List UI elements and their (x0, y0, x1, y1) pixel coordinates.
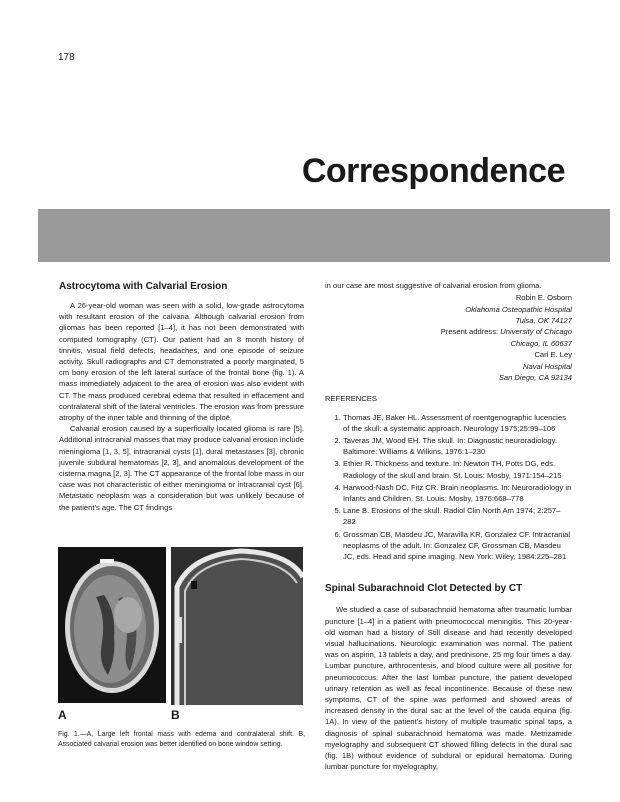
page-number: 178 (58, 52, 75, 63)
reference-item: 2. Taveras JM, Wood EH. The skull. In: Diagnostic neuroradiology. Baltimore: Williams & Wilkins, 1976:1–230 (343, 435, 572, 457)
signature-prefix: Present address: (440, 327, 501, 337)
signature-line: Oklahoma Osteopathic Hospital (465, 304, 572, 314)
signature-line: Carl E. Ley (534, 350, 572, 360)
reference-item: 3. Ethier R. Thickness and texture. In: Newton TH, Potts DG, eds. Radiology of the skull and brain. St. Louis: Mosby, 1971:154–215 (343, 458, 572, 480)
signature-line: Tulsa, OK 74127 (515, 316, 572, 326)
signature-affiliation: University of Chicago (500, 327, 572, 337)
reference-item: 5. Lane B. Erosions of the skull. Radiol Clin North Am 1974; 2:257–282 (343, 505, 572, 527)
section-title: Correspondence (301, 152, 565, 190)
ct-image-b (171, 547, 303, 705)
right-column (325, 280, 572, 772)
article1-heading: Astrocytoma with Calvarial Erosion (59, 281, 228, 292)
signature-line: Naval Hospital (523, 361, 572, 371)
signature-line: Robin E. Osborn (515, 293, 572, 303)
article1-para2: Calvarial erosion caused by a superficially located glioma is rare [5]. Additional intracranial masses that may produce calvarial erosion include meningioma [1, 3, 5], intracranial cysts [1], dural metastases [3], chronic juvenile subdural hematomas [2, 3], and anomalous development of the cisterna magna [2, 3]. The CT appearance of the frontal lobe mass in our case was not characteristic of either meningioma or intracranial cyst [6]. Metastatic neoplasm was a consideration but was unlikely because of the patient’s age. The CT findings (59, 424, 304, 512)
article2-para1: We studied a case of subarachnoid hematoma after traumatic lumbar puncture [1–4] in a patient with pneumococcal meningitis. This 20-year-old woman had a history of Still disease and had recently developed visual hallucinations. Neurologic examination was normal. The patient was on aspirin, 13 tablets a day, and prednisone, 25 mg four times a day. Lumbar puncture, arthrocentesis, and blood culture were all positive for pneumococcus. After the last lumbar puncture, the patient developed urinary retention as well as fecal incontinence. Because of these new symptoms, CT of the spine was performed and showed areas of increased density in the dural sac at the level of the cauda equina (fig. 1A). In view of the patient’s history of multiple traumatic spinal taps, a diagnosis of spinal subarachnoid hematoma was made. Metrizamide myelography and subsequent CT showed filling defects in the dural sac (fig. 1B) without evidence of subdural or epidural hematoma. During lumbar puncture for myelography, (325, 605, 572, 772)
figure-label-b: B (171, 708, 180, 722)
signature-line: San Diego, CA 92134 (498, 373, 572, 383)
ct-image-a (58, 547, 166, 703)
header-band (38, 209, 610, 262)
article1-para1: A 26-year-old woman was seen with a solid, low-grade astrocytoma with resultant erosion of the calvaria. Although calvarial erosion from gliomas has been reported [1–4], it has not been demonstrated with computed tomography (CT). Our patient had an 8 month history of tinnitis, visual field defects, headaches, and one episode of seizure activity. Skull radiographs and CT demonstrated a poorly marginated, 5 cm bony erosion of the left lateral surface of the frontal bone (fig. 1). A mass immediately adjacent to the area of erosion was also evident with CT. The mass produced cerebral edema that resulted in effacement and contralateral shift of the lateral ventricles. The erosion was from pressure atrophy of the inner table and thinning of the diploë. (59, 301, 304, 423)
reference-item: 6. Grossman CB, Masdeu JC, Maravilla KR, Gonzalez CF. Intracranial neoplasms of the adult. In: Gonzalez CF, Grossman CB, Masdeu JC, eds. Head and spine imaging. New York: Wiley, 1984:225–281 (343, 529, 572, 563)
figure-caption: Fig. 1.—A, Large left frontal mass with edema and contralateral shift. B, Associated calvarial erosion was better identified on bone window setting. (58, 731, 305, 748)
signature-line (325, 326, 572, 337)
left-column (59, 280, 304, 513)
references-list (325, 412, 572, 563)
signature-line: Chicago, IL 60637 (510, 338, 572, 348)
reference-item: 4. Harwood-Nash DC, Fitz CR. Brain neoplasms. In: Neuroradiology in Infants and Children. St. Louis: Mosby, 1976:668–778 (343, 482, 572, 504)
article1-continuation: in our case are most suggestive of calvarial erosion from glioma. (325, 281, 542, 290)
article2-heading: Spinal Subarachnoid Clot Detected by CT (325, 583, 523, 595)
article2 (325, 582, 572, 772)
figure-label-a: A (58, 708, 67, 722)
references-title: REFERENCES (325, 394, 377, 404)
reference-item: 1. Thomas JE, Baker HL. Assessment of roentgenographic lucencies of the skull: a systematic approach. Neurology 1975;25:99–106 (343, 412, 572, 434)
author-signature (325, 292, 572, 383)
